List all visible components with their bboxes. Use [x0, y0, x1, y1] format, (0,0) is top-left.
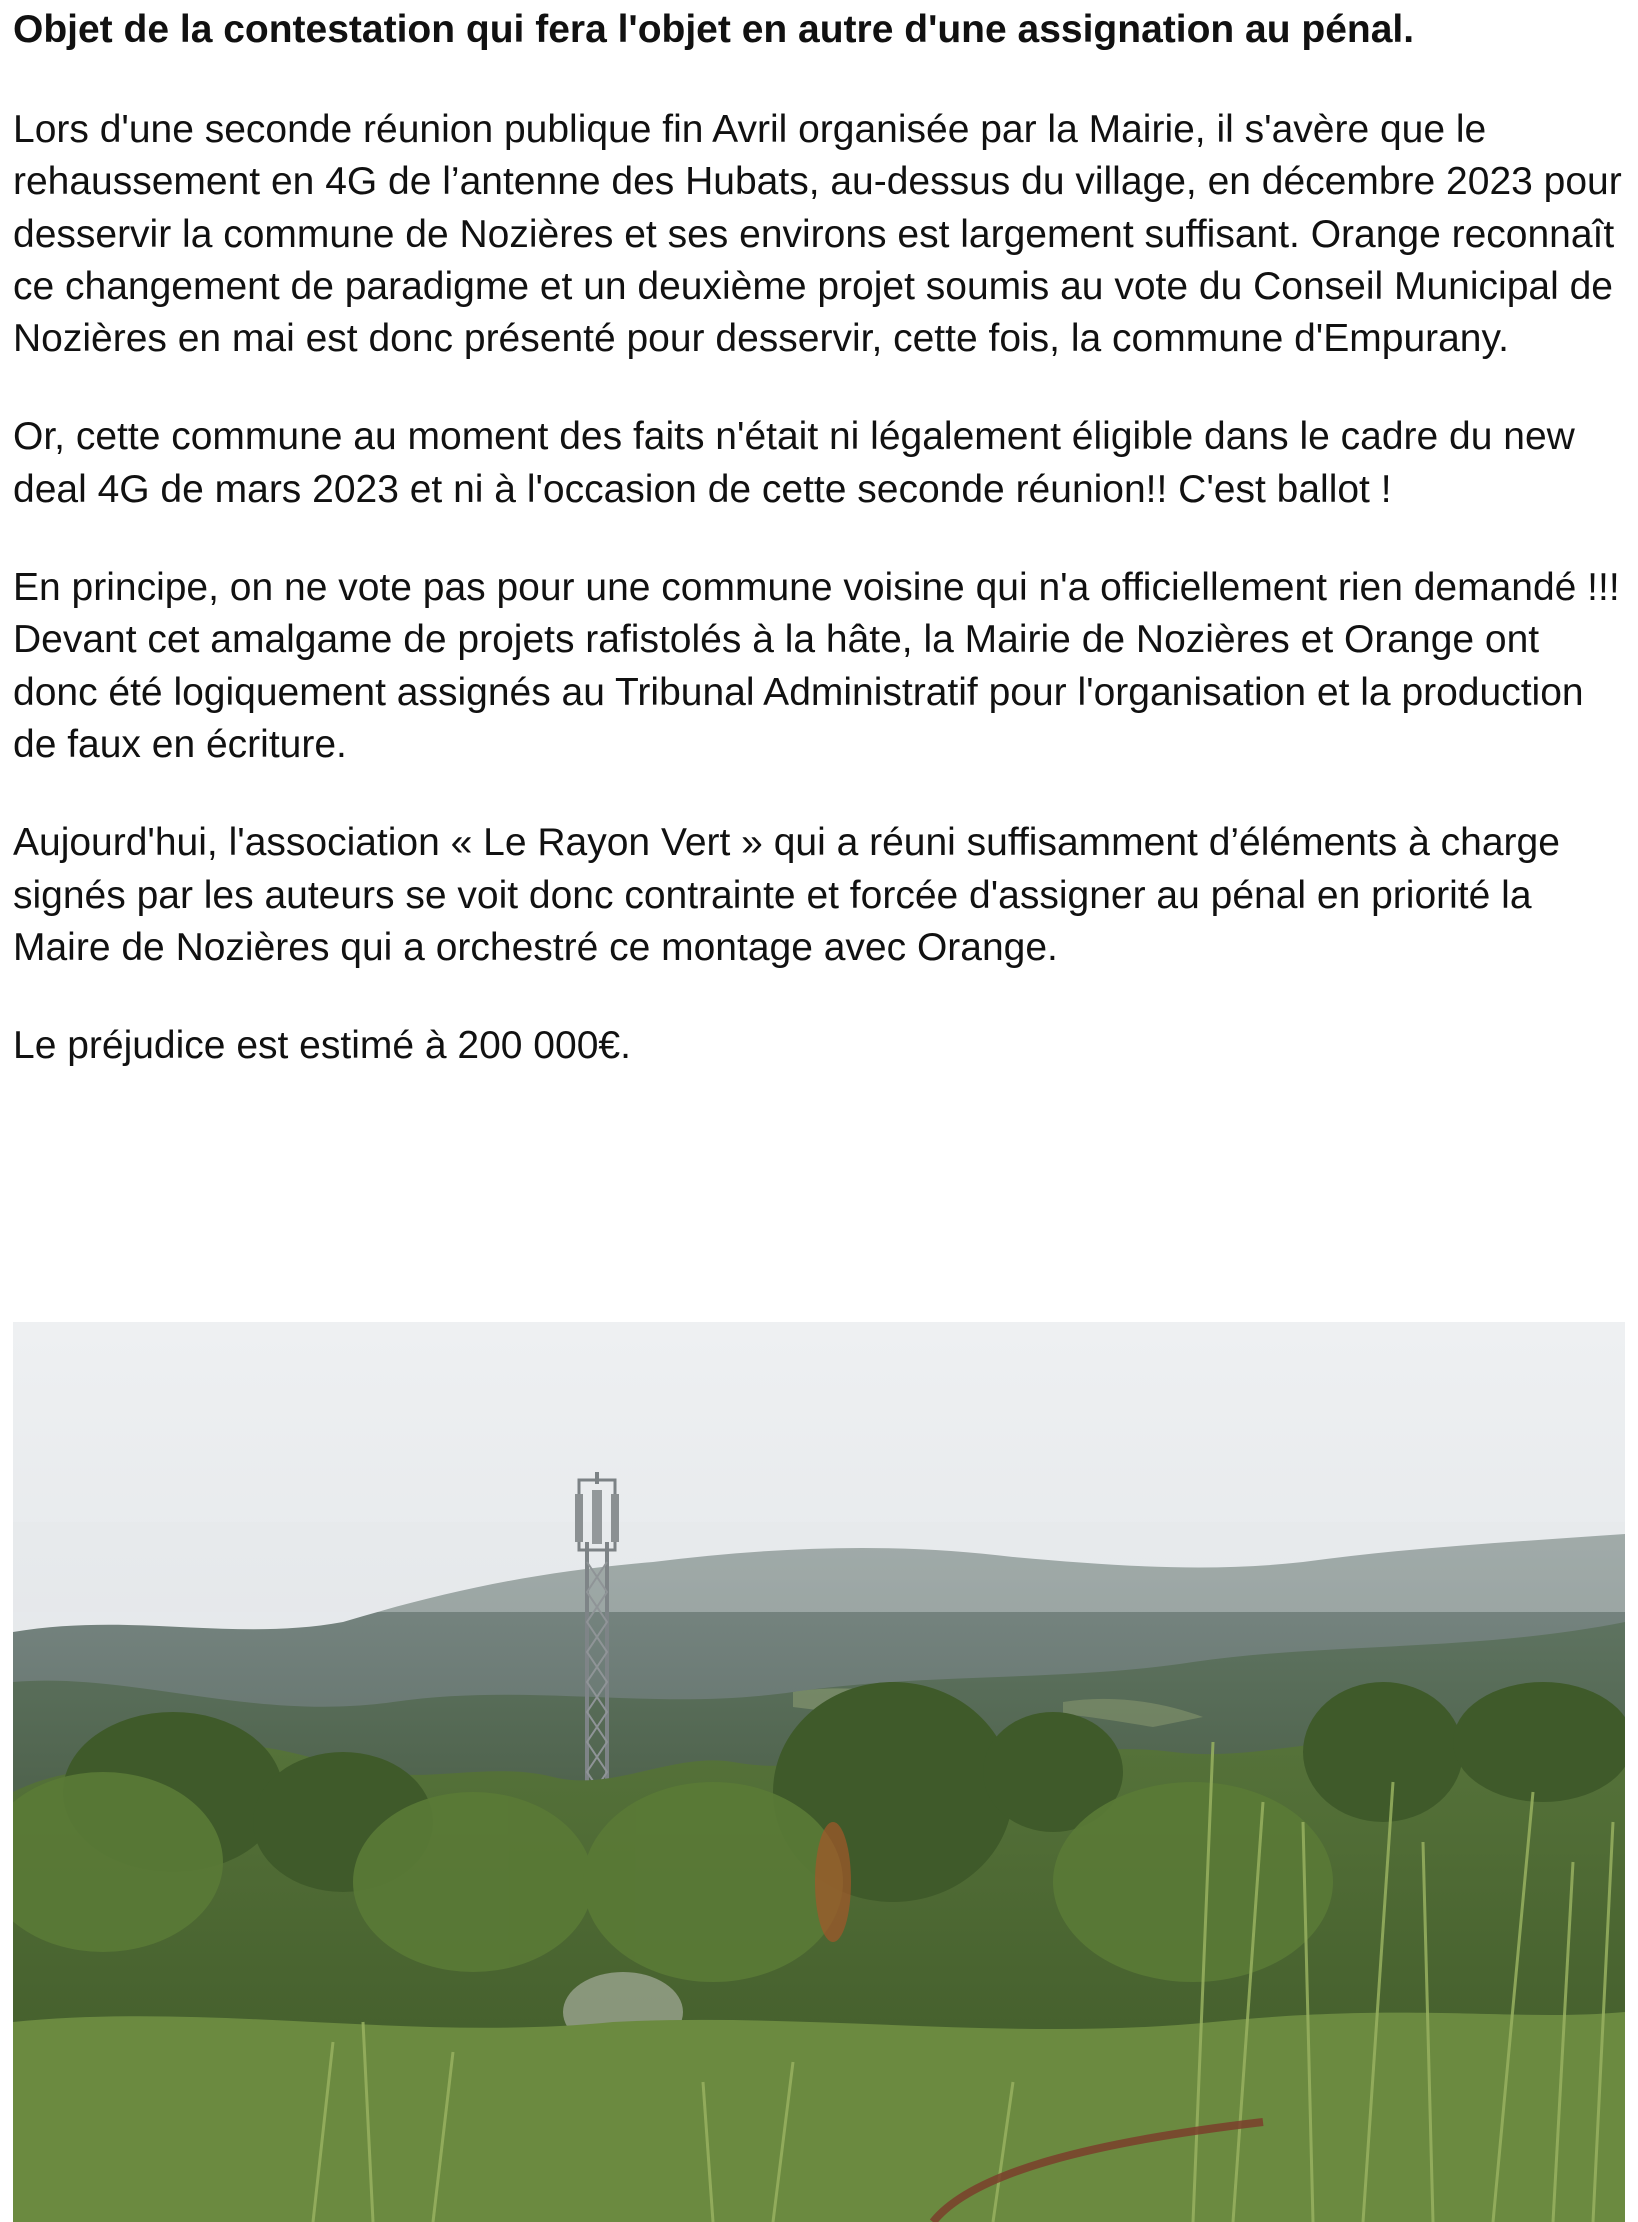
paragraph-4: Aujourd'hui, l'association « Le Rayon Vert » qui a réuni suffisamment d’éléments à charge signés par les auteurs se voit donc contrainte et forcée d'assigner au pénal en priorité la Maire de Nozières qui a orchestré ce montage avec Orange. [13, 821, 1560, 969]
document-page [13, 0, 1628, 1072]
grass [13, 2012, 1625, 2222]
paragraph-1: Lors d'une seconde réunion publique fin Avril organisée par la Mairie, il s'avère que le rehaussement en 4G de l’antenne des Hubats, au-dessus du village, en décembre 2023 pour desservir la commune de Nozières et ses environs est largement suffisant. Orange reconnaît ce changement de paradigme et un deuxième projet soumis au vote du Conseil Municipal de Nozières en mai est donc présenté pour desservir, cette fois, la commune d'Empurany. [13, 108, 1622, 361]
document-heading: Objet de la contestation qui fera l'objet en autre d'une assignation au pénal. [13, 8, 1415, 51]
paragraph-2: Or, cette commune au moment des faits n'était ni légalement éligible dans le cadre du new deal 4G de mars 2023 et ni à l'occasion de cette seconde réunion!! C'est ballot ! [13, 415, 1575, 511]
paragraph-5: Le préjudice est estimé à 200 000€. [13, 1024, 631, 1068]
paragraph-3: En principe, on ne vote pas pour une commune voisine qui n'a officiellement rien demandé !!! Devant cet amalgame de projets rafistolés à la hâte, la Mairie de Nozières et Orange ont donc été logiquement assignés au Tribunal Administratif pour l'organisation et la production de faux en écriture. [13, 566, 1620, 766]
landscape-photo-antenna [13, 1322, 1625, 2222]
